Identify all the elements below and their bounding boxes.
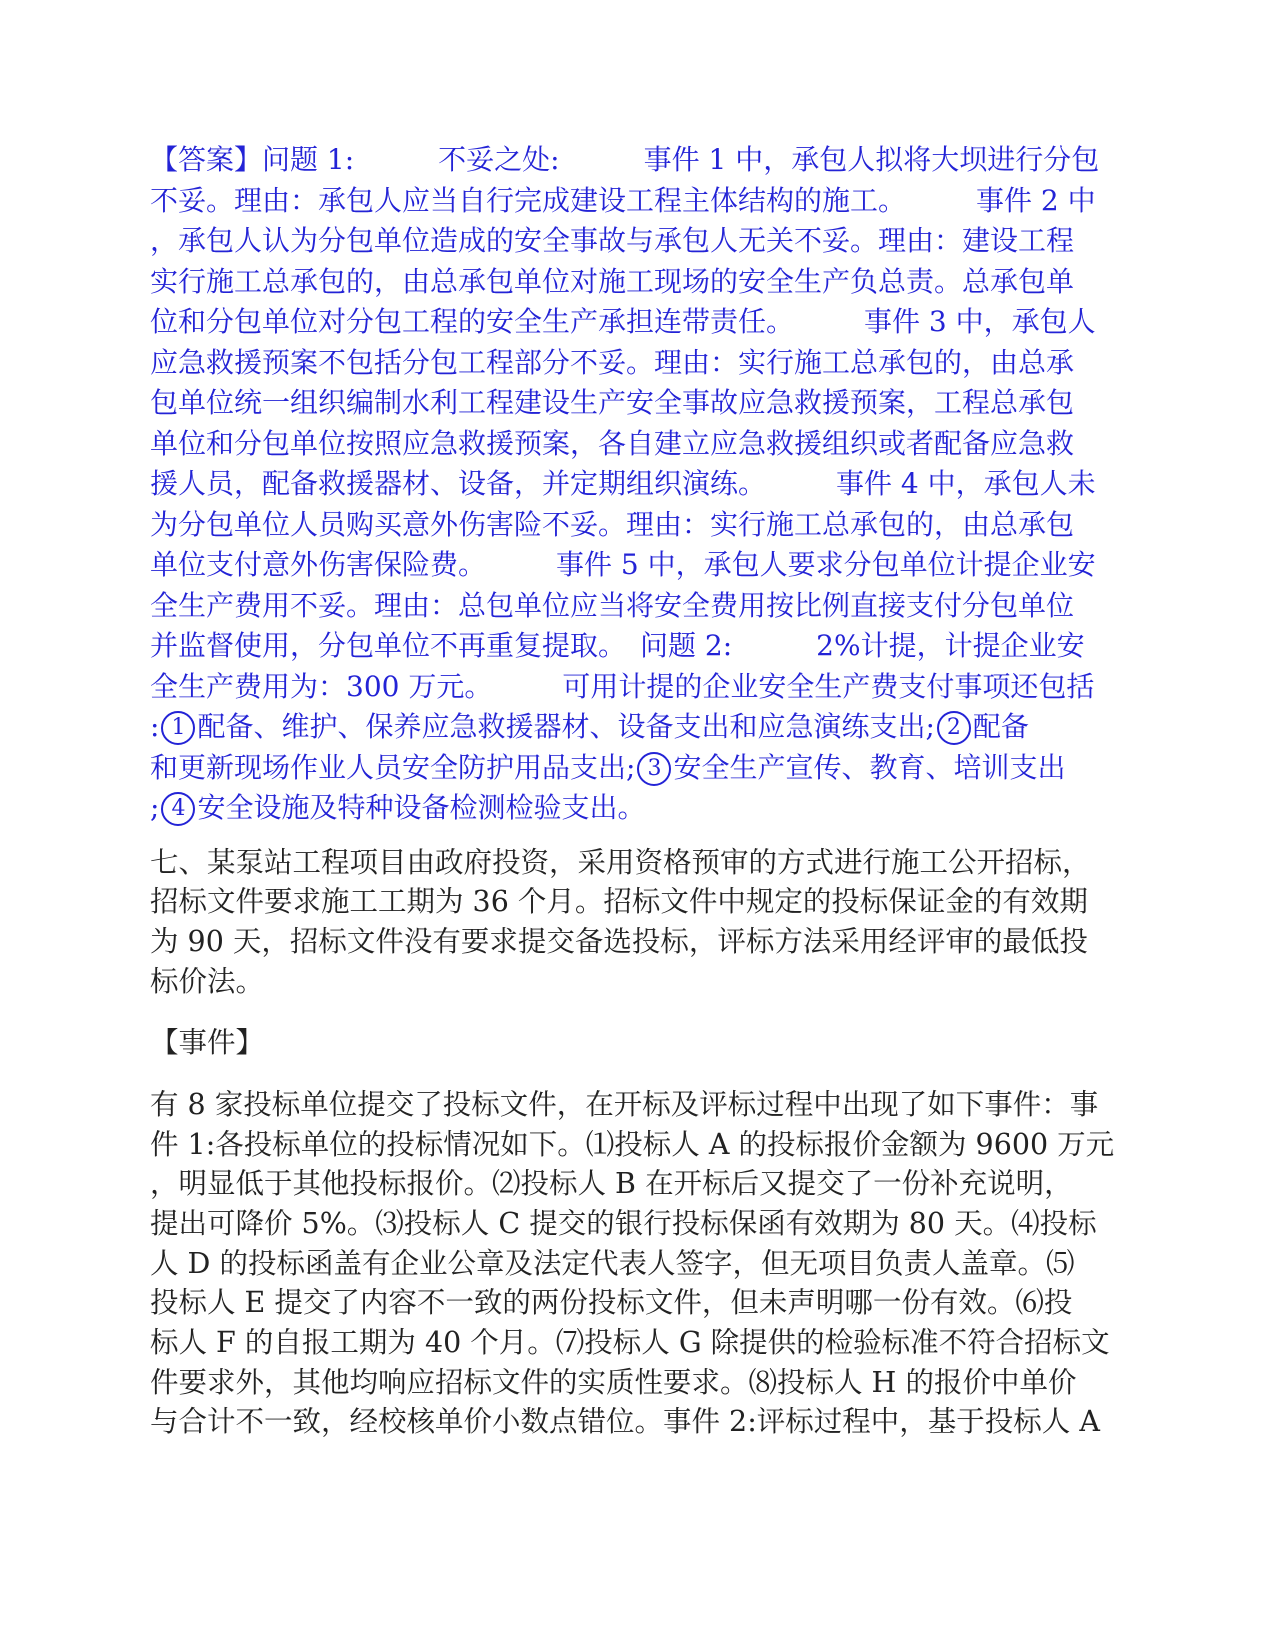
answer-line: ，承包人认为分包单位造成的安全事故与承包人无关不妥。理由：建设工程	[150, 224, 1075, 257]
event-line: 提出可降价 5%。⑶投标人 C 提交的银行投标保函有效期为 80 天。⑷投标	[150, 1207, 1097, 1240]
circled-number-1: 1	[161, 711, 195, 745]
answer-line: 包单位统一组织编制水利工程建设生产安全事故应急救援预案，工程总承包	[150, 386, 1075, 419]
event-line: 与合计不一致，经校核单价小数点错位。事件 2:评标过程中，基于投标人 A	[150, 1405, 1100, 1439]
answer-line-items	[150, 707, 1125, 748]
event-line: ，明显低于其他投标报价。⑵投标人 B 在开标后又提交了一份补充说明，	[150, 1167, 1073, 1201]
answer-section	[150, 140, 1125, 829]
answer-line-items	[150, 788, 1125, 829]
answer-line: 单位支付意外伤害保险费。 事件 5 中，承包人要求分包单位计提企业安	[150, 548, 1096, 581]
answer-line: 并监督使用，分包单位不再重复提取。 问题 2: 2%计提，计提企业安	[150, 629, 1085, 662]
punctuation: :	[150, 710, 160, 743]
circled-number-4: 4	[161, 792, 195, 826]
event-line: 投标人 E 提交了内容不一致的两份投标文件，但未声明哪一份有效。⑹投	[150, 1286, 1073, 1320]
events-section	[150, 1085, 1125, 1442]
document-page	[150, 140, 1125, 1442]
item-text: 配备	[972, 710, 1029, 743]
punctuation: ;	[150, 791, 160, 824]
event-line: 件 1:各投标单位的投标情况如下。⑴投标人 A 的投标报价金额为 9600 万元	[150, 1127, 1115, 1161]
event-line: 有 8 家投标单位提交了投标文件，在开标及评标过程中出现了如下事件：事	[150, 1087, 1099, 1121]
item-text: 和更新现场作业人员安全防护用品支出;	[150, 750, 636, 784]
answer-line: 全生产费用不妥。理由：总包单位应当将安全费用按比例直接支付分包单位	[150, 588, 1075, 622]
question-line: 招标文件要求施工工期为 36 个月。招标文件中规定的投标保证金的有效期	[150, 885, 1088, 919]
question-line: 为 90 天，招标文件没有要求提交备选投标，评标方法采用经评审的最低投	[150, 924, 1088, 958]
answer-line: 单位和分包单位按照应急救援预案，各自建立应急救援组织或者配备应急救	[150, 426, 1075, 460]
event-line: 标人 F 的自报工期为 40 个月。⑺投标人 G 除提供的检验标准不符合招标文	[150, 1326, 1110, 1360]
answer-line: 为分包单位人员购买意外伤害险不妥。理由：实行施工总承包的，由总承包	[150, 507, 1075, 541]
answer-line: 不妥。理由：承包人应当自行完成建设工程主体结构的施工。 事件 2 中	[150, 183, 1096, 217]
question-line: 七、某泵站工程项目由政府投资，采用资格预审的方式进行施工公开招标，	[150, 845, 1091, 879]
answer-line: 应急救援预案不包括分包工程部分不妥。理由：实行施工总承包的，由总承	[150, 345, 1075, 379]
answer-line: 援人员，配备救援器材、设备，并定期组织演练。 事件 4 中，承包人未	[150, 467, 1096, 500]
item-text: 安全设施及特种设备检测检验支出。	[197, 791, 646, 824]
question-line: 标价法。	[150, 964, 265, 998]
answer-line: 全生产费用为：300 万元。 可用计提的企业安全生产费支付事项还包括	[150, 669, 1095, 703]
answer-line: 【答案】问题 1: 不妥之处: 事件 1 中，承包人拟将大坝进行分包	[150, 143, 1100, 176]
event-line: 人 D 的投标函盖有企业公章及法定代表人签字，但无项目负责人盖章。⑸	[150, 1246, 1075, 1280]
answer-line-items	[150, 748, 1125, 789]
circled-number-2: 2	[937, 711, 971, 745]
item-text: 配备、维护、保养应急救援器材、设备支出和应急演练支出;	[197, 710, 935, 743]
event-line: 件要求外，其他均响应招标文件的实质性要求。⑻投标人 H 的报价中单价	[150, 1365, 1077, 1399]
circled-number-3: 3	[637, 752, 671, 786]
event-heading: 【事件】	[150, 1026, 265, 1060]
answer-line: 实行施工总承包的，由总承包单位对施工现场的安全生产负总责。总承包单	[150, 264, 1075, 298]
question-7-section	[150, 843, 1125, 1002]
answer-line: 位和分包单位对分包工程的安全生产承担连带责任。 事件 3 中，承包人	[150, 305, 1096, 338]
item-text: 安全生产宣传、教育、培训支出	[673, 750, 1066, 784]
event-heading-section	[150, 1023, 1125, 1063]
